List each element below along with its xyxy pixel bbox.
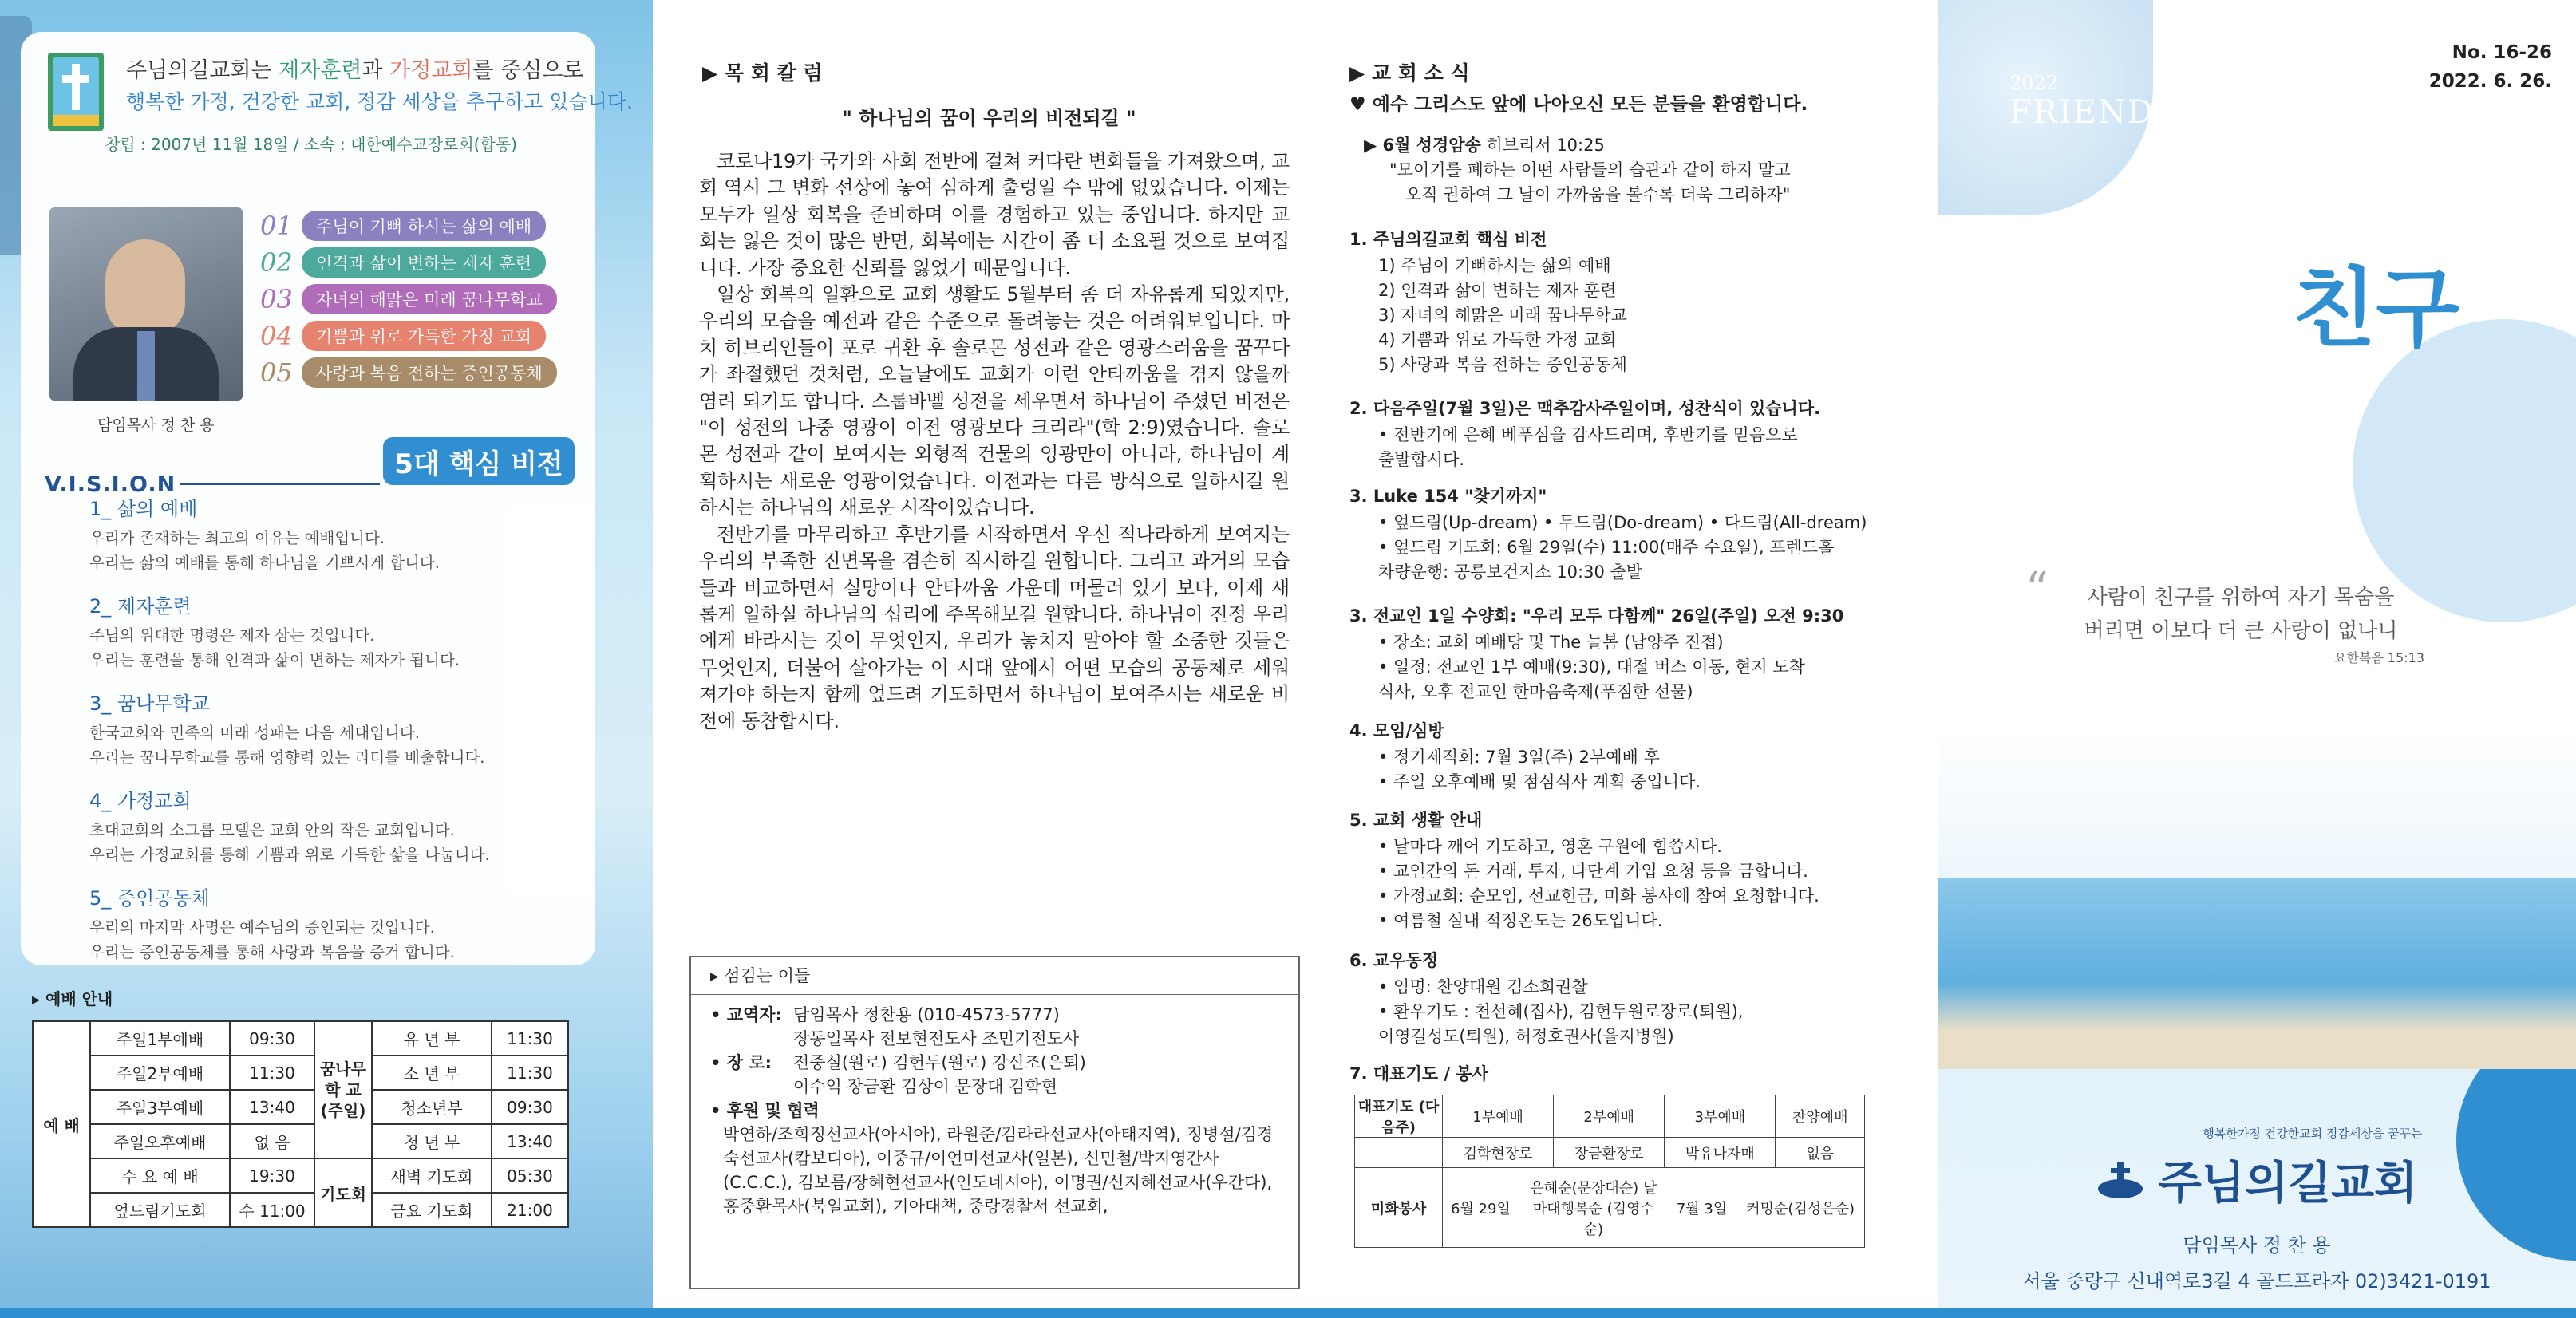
worship-table — [32, 1020, 569, 1228]
vision-item — [260, 318, 595, 354]
school-name: 소 년 부 — [372, 1056, 492, 1090]
support-title: • 후원 및 협력 — [710, 1101, 820, 1120]
table-cell — [1355, 1138, 1443, 1168]
vision-title: V.I.S.I.O.N — [45, 472, 176, 497]
worship-name: 주일2부예배 — [90, 1056, 230, 1090]
news-section: 3. Luke 154 "찾기까지" • 엎드림(Up-dream) • 두드림(Do-dream) • 다드림(All-dream) • 엎드림 기도회: 6월 29일(수) 11:00(매주 수요일), 프렌드홀 차량운행: 공릉보건지소 10:30 출발 — [1349, 483, 1924, 585]
vision-divider — [180, 483, 380, 485]
table-header: 1부예배 — [1443, 1095, 1554, 1138]
vision-num: 02 — [260, 247, 293, 278]
elder-label: • 장 로: — [710, 1053, 772, 1072]
worship-time: 09:30 — [230, 1021, 314, 1056]
news-section-title: 5. 교회 생활 안내 — [1349, 811, 1483, 830]
church-logo-icon — [2096, 1157, 2144, 1203]
cover-quote: “ 사람이 친구를 위하여 자기 목숨을 버리면 이보다 더 큰 사랑이 없나니 요한복음 15:13 — [2057, 581, 2424, 669]
vision-section — [89, 785, 600, 867]
friend-logo: 2022 FRIEND — [2009, 72, 2155, 131]
vision-num: 01 — [260, 211, 293, 241]
table-cell: 6월 29일 은혜순(문장대순) 날마대행복순 (김영수순) 7월 3일 커밍순(김성은순) — [1443, 1168, 1865, 1248]
prayer-service-table — [1354, 1095, 1865, 1248]
column-title: " 하나님의 꿈이 우리의 비전되길 " — [842, 107, 1136, 129]
news-section-title: 3. 전교인 1일 수양회: "우리 모두 다함께" 26일(주일) 오전 9:30 — [1349, 606, 1844, 625]
worship-info — [32, 986, 622, 1228]
support-text: 박연하/조희정선교사(아시아), 라원준/김라라선교사(아태지역), 정병설/김경숙선교사(캄보디아), 이중규/이언미선교사(일본), 신민철/박지영간사(C.C.C.), 김보름/장혜현선교사(인도네시아), 이명권/신지혜선교사(우간다), 홍중환목사(북일교회), 기아대책, 중랑경찰서 선교회, — [723, 1125, 1274, 1216]
issue-number: No. 16-26 — [2452, 42, 2552, 63]
news-section: 3. 전교인 1일 수양회: "우리 모두 다함께" 26일(주일) 오전 9:30 • 장소: 교회 예배당 및 The 늘봄 (남양주 진접) • 일정: 전교인 1부 예배(9:30), 대절 버스 이동, 현지 도착 식사, 오후 전교인 한마음축제(푸짐한 선물) — [1349, 603, 1924, 704]
vision-section-line: 우리는 훈련을 통해 인격과 삶이 변하는 제자가 됩니다. — [89, 651, 460, 669]
vision-section — [89, 882, 600, 965]
news-section-title: 2. 다음주일(7월 3일)은 맥추감사주일이며, 성찬식이 있습니다. — [1349, 399, 1821, 418]
school-time: 11:30 — [492, 1021, 568, 1056]
vision-section-line: 우리는 증인공동체를 통해 사랑과 복음을 증거 합니다. — [89, 943, 455, 961]
cover-pastor: 담임목사 정 찬 용 — [2183, 1234, 2331, 1257]
vision-section-title: 2_ 제자훈련 — [89, 595, 192, 618]
table-header: 2부예배 — [1554, 1095, 1665, 1138]
vision-section — [89, 493, 600, 575]
vision-card — [21, 32, 633, 965]
vision-section-line: 초대교회의 소그룹 모델은 교회 안의 작은 교회입니다. — [89, 821, 455, 839]
column-paragraph: 코로나19가 국가와 사회 전반에 걸쳐 커다란 변화들을 가져왔으며, 교회 역시 그 변화 선상에 놓여 심하게 출렁일 수 밖에 없었습니다. 이제는 모두가 일상 회복을 준비하며 이를 경험하고 있는 중입니다. 하지만 교회는 잃은 것이 많은 반면, 회복에는 시간이 좀 더 소요될 것으로 보여집니다. 가장 중요한 신뢰를 잃었기 때문입니다. — [699, 150, 1290, 279]
welcome-line: ♥ 예수 그리스도 앞에 나아오신 모든 분들을 환영합니다. — [1349, 94, 1808, 115]
news-section-title: 3. Luke 154 "찾기까지" — [1349, 487, 1547, 506]
worship-time: 19:30 — [230, 1158, 314, 1193]
staff-line: 담임목사 정찬용 (010-4573-5777) — [793, 1005, 1060, 1024]
vision-num: 04 — [260, 321, 293, 351]
church-address: 서울 중랑구 신내역로3길 4 골드프라자 02)3421-0191 — [2022, 1270, 2491, 1292]
memory-ref: 히브리서 10:25 — [1480, 136, 1605, 155]
column-heading: ▶ 목 회 칼 럼 — [702, 61, 823, 85]
memory-label: ▶ 6월 성경암송 — [1364, 136, 1481, 155]
table-cell: 미화봉사 — [1355, 1168, 1443, 1248]
vision-section-line: 우리가 존재하는 최고의 이유는 예배입니다. — [89, 529, 385, 547]
worship-time: 수 11:00 — [230, 1193, 314, 1227]
vision-item — [260, 207, 595, 244]
school-time: 09:30 — [492, 1090, 568, 1124]
vision-section-line: 우리는 삶의 예배를 통해 하나님을 기쁘시게 합니다. — [89, 554, 440, 572]
elder-line: 전중실(원로) 김헌두(원로) 강신조(은퇴) — [793, 1053, 1086, 1072]
news-section: 2. 다음주일(7월 3일)은 맥추감사주일이며, 성찬식이 있습니다. • 전반기에 은혜 베푸심을 감사드리며, 후반기를 믿음으로 출발합시다. — [1349, 396, 1924, 472]
cover-panel — [1938, 0, 2576, 1318]
worship-time: 11:30 — [230, 1056, 314, 1090]
vision-section-line: 우리는 가정교회를 통해 기쁨과 위로 가득한 삶을 나눕니다. — [89, 846, 490, 864]
worship-name: 주일3부예배 — [90, 1090, 230, 1124]
church-news-panel — [1326, 0, 1938, 1318]
prayer-group: 기도회 — [314, 1158, 372, 1227]
vision-section-line: 우리는 꿈나무학교를 통해 영향력 있는 리더를 배출합니다. — [89, 748, 485, 767]
servants-box — [689, 956, 1300, 1289]
cover-footer — [1938, 1125, 2576, 1293]
news-section-title: 7. 대표기도 / 봉사 — [1349, 1064, 1488, 1083]
pastor-column-panel — [653, 0, 1326, 1318]
table-header: 3부예배 — [1665, 1095, 1776, 1138]
vision-section-line: 주님의 위대한 명령은 제자 삼는 것입니다. — [89, 626, 375, 645]
school-time: 13:40 — [492, 1124, 568, 1158]
vision-section — [89, 688, 600, 770]
vision-item — [260, 281, 595, 318]
beach-image — [1938, 878, 2576, 1069]
worship-time: 없 음 — [230, 1124, 314, 1158]
issue-info — [2429, 38, 2552, 96]
worship-group: 예 배 — [33, 1021, 90, 1227]
church-name: 주님의길교회 — [2158, 1158, 2418, 1209]
vision-pill: 주님이 기뻐 하시는 삶의 예배 — [302, 211, 546, 241]
church-slogan: 행복한가정 건강한교회 정감세상을 꿈꾸는 — [2203, 1127, 2423, 1141]
church-logo-icon — [45, 48, 110, 136]
school-group: 꿈나무 학 교 (주일) — [314, 1021, 372, 1158]
vision-badge: 5대 핵심 비전 — [383, 437, 575, 485]
issue-date: 2022. 6. 26. — [2428, 71, 2552, 92]
staff-line: 장동일목사 전보현전도사 조민기전도사 — [793, 1029, 1080, 1048]
vision-num: 05 — [260, 357, 293, 388]
column-body — [699, 148, 1290, 735]
vision-section-line: 한국교회와 민족의 미래 성패는 다음 세대입니다. — [89, 724, 420, 742]
pastor-caption: 담임목사 정 찬 용 — [97, 416, 215, 434]
vision-item — [260, 354, 595, 391]
news-section-title: 4. 모임/심방 — [1349, 721, 1444, 740]
vision-section-line: 우리의 마지막 사명은 예수님의 증인되는 것입니다. — [89, 918, 435, 937]
vision-section — [89, 590, 600, 673]
vision-panel — [0, 0, 653, 1318]
news-section: 4. 모임/심방 • 정기제직회: 7월 3일(주) 2부예배 후 • 주일 오후예배 및 점심식사 계획 중입니다. — [1349, 718, 1924, 795]
worship-name: 주일오후예배 — [90, 1124, 230, 1158]
news-heading: ▶ 교 회 소 식 — [1349, 61, 1470, 85]
vision-pill: 사랑과 복음 전하는 증인공동체 — [302, 357, 557, 388]
school-name: 유 년 부 — [372, 1021, 492, 1056]
table-cell: 장금환장로 — [1554, 1138, 1665, 1168]
church-intro-line2: 행복한 가정, 건강한 교회, 정감 세상을 추구하고 있습니다. — [126, 90, 633, 113]
worship-name: 수 요 예 배 — [90, 1158, 230, 1193]
vision-section-title: 3_ 꿈나무학교 — [89, 693, 210, 715]
core-vision-list — [260, 207, 595, 391]
vision-section-title: 1_ 삶의 예배 — [89, 498, 198, 520]
vision-pill: 자녀의 해맑은 미래 꿈나무학교 — [302, 284, 557, 314]
column-paragraph: 전반기를 마무리하고 후반기를 시작하면서 우선 적나라하게 보여지는 우리의 부족한 진면목을 겸손히 직시하길 원합니다. 그리고 과거의 모습들과 비교하면서 실망이나 안타까움 가운데 머물러 있기 보다, 이제 새롭게 일하실 하나님의 섭리에 주목해보길 원합니다. 하나님이 진정 우리에게 바라시는 것이 무엇인지, 우리가 놓치지 말아야 할 소중한 것들은 무엇인지, 더불어 살아가는 이 시대 앞에서 어떤 모습의 공동체로 세워져가야 하는지 함께 엎드려 기도하면서 하나님이 보여주시는 새로운 비전에 동참합시다. — [699, 523, 1290, 732]
school-name: 청 년 부 — [372, 1124, 492, 1158]
vision-section-title: 4_ 가정교회 — [89, 790, 192, 812]
table-header: 대표기도 (다음주) — [1355, 1095, 1443, 1138]
staff-label: • 교역자: — [710, 1005, 782, 1024]
table-cell: 없음 — [1776, 1138, 1865, 1168]
news-section — [1349, 1061, 1924, 1088]
prayer-name: 새벽 기도회 — [372, 1158, 492, 1193]
cover-title: 친구 — [2293, 259, 2459, 359]
prayer-time: 21:00 — [492, 1193, 568, 1227]
vision-section-title: 5_ 증인공동체 — [89, 887, 210, 910]
decor-blob — [2353, 319, 2576, 622]
news-section: 6. 교우동정 • 임명: 찬양대원 김소희권찰 • 환우기도 : 천선혜(집사), 김헌두원로장로(퇴원), 이영길성도(퇴원), 허정호권사(을지병원) — [1349, 948, 1924, 1049]
vision-num: 03 — [260, 284, 293, 314]
news-section-title: 6. 교우동정 — [1349, 951, 1439, 970]
worship-time: 13:40 — [230, 1090, 314, 1124]
memory-text: "모이기를 폐하는 어떤 사람들의 습관과 같이 하지 말고 오직 권하여 그 날이 가까움을 볼수록 더욱 그리하자" — [1389, 160, 1791, 204]
vision-pill: 인격과 삶이 변하는 제자 훈련 — [302, 247, 546, 278]
founded-info: 창립 : 2007년 11월 18일 / 소속 : 대한예수교장로회(합동) — [105, 135, 517, 154]
elder-line: 이수익 장금환 김상이 문장대 김학현 — [793, 1077, 1057, 1096]
vision-pill: 기쁨과 위로 가득한 가정 교회 — [302, 321, 546, 351]
bottom-border — [0, 1308, 2576, 1318]
prayer-name: 금요 기도회 — [372, 1193, 492, 1227]
quote-reference: 요한복음 15:13 — [2333, 650, 2424, 665]
news-section: 5. 교회 생활 안내 • 날마다 깨어 기도하고, 영혼 구원에 힘씁시다. • 교인간의 돈 거래, 투자, 다단계 가입 요청 등을 금합니다. • 가정교회: 순모임, 선교헌금, 미화 봉사에 참여 요청합니다. • 여름철 실내 적정온도는 26도입니다. — [1349, 807, 1924, 933]
school-time: 11:30 — [492, 1056, 568, 1090]
worship-name: 엎드림기도회 — [90, 1193, 230, 1227]
column-paragraph: 일상 회복의 일환으로 교회 생활도 5월부터 좀 더 자유롭게 되었지만, 우리의 모습을 예전과 같은 수준으로 돌려놓는 것은 어려워보입니다. 마치 히브리인들이 포로 귀환 후 솔로몬 성전과 같은 영광스러움을 꿈꾸다가 좌절했던 것처럼, 오늘날에도 교회가 이런 안타까움을 겪지 않을까 염려 되기도 합니다. 스룹바벨 성전을 세우면서 하나님이 주셨던 비전은 "이 성전의 나중 영광이 이전 영광보다 크리라"(학 2:9)였습니다. 솔로몬 성전과 같이 보여지는 외형적 건물의 영광만이 아니라, 하나님이 계획하시는 새로운 영광이었습니다. 이전과는 다른 방식으로 일하시길 원하시는 하나님의 새로운 시작이었습니다. — [699, 283, 1290, 519]
news-section: 1. 주님의길교회 핵심 비전 1) 주님이 기뻐하시는 삶의 예배 2) 인격과 삶이 변하는 제자 훈련 3) 자녀의 해맑은 미래 꿈나무학교 4) 기쁨과 위로 가득한 가정 교회 5) 사랑과 복음 전하는 증인공동체 — [1349, 227, 1924, 377]
school-name: 청소년부 — [372, 1090, 492, 1124]
table-cell: 김학현장로 — [1443, 1138, 1554, 1168]
table-header: 찬양예배 — [1776, 1095, 1865, 1138]
worship-title: ▸ 예배 안내 — [32, 989, 113, 1008]
prayer-time: 05:30 — [492, 1158, 568, 1193]
church-intro-line1: 주님의길교회는 제자훈련과 가정교회를 중심으로 — [126, 58, 584, 83]
news-section-title: 1. 주님의길교회 핵심 비전 — [1349, 230, 1547, 249]
worship-name: 주일1부예배 — [90, 1021, 230, 1056]
servants-title: ▸ 섬김는 이들 — [691, 957, 1298, 995]
vision-item — [260, 244, 595, 281]
memory-verse — [1364, 132, 1605, 156]
table-cell: 박유나자매 — [1665, 1138, 1776, 1168]
pastor-photo — [49, 207, 243, 401]
